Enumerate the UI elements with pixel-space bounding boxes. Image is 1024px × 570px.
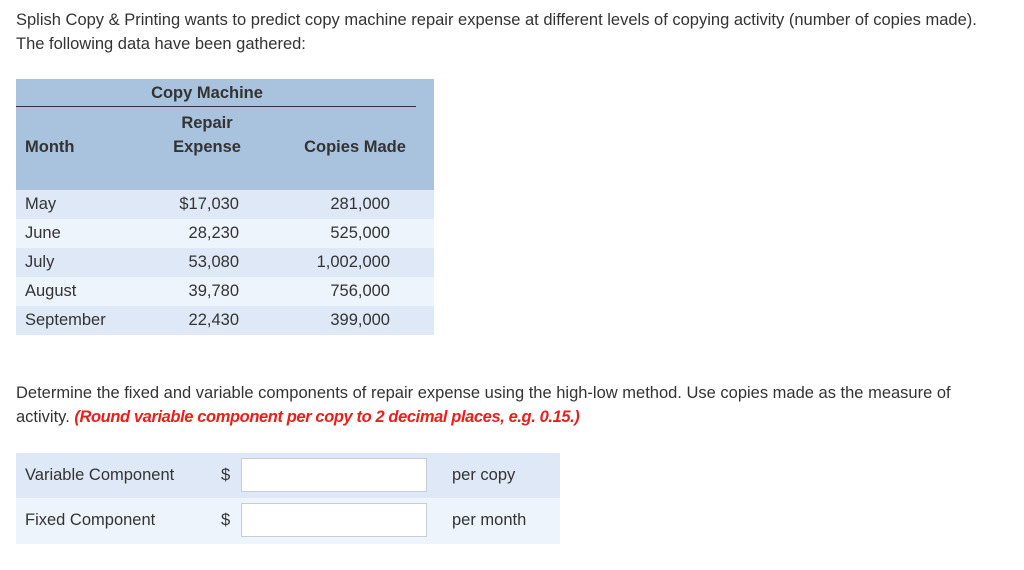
answer-row-variable	[16, 453, 560, 498]
variable-unit-label: per copy	[452, 466, 516, 484]
variable-component-input[interactable]	[241, 458, 427, 492]
cell-expense: 53,080	[188, 253, 239, 271]
cell-copies: 1,002,000	[316, 253, 390, 271]
fixed-unit-label: per month	[452, 511, 527, 529]
cell-copies: 756,000	[330, 282, 390, 300]
cell-month: August	[25, 282, 77, 300]
header-rule	[16, 106, 416, 107]
header-expense-line3: Expense	[173, 138, 241, 156]
dollar-sign: $	[221, 511, 231, 529]
cell-expense: 22,430	[188, 311, 239, 329]
data-table	[16, 79, 434, 335]
cell-copies: 399,000	[330, 311, 390, 329]
variable-component-label: Variable Component	[25, 466, 175, 484]
header-expense	[145, 81, 269, 105]
header-month: Month	[25, 138, 75, 156]
cell-month: May	[25, 195, 57, 213]
cell-month: July	[25, 253, 55, 271]
cell-month: September	[25, 311, 106, 329]
table-header	[16, 79, 434, 190]
question-line-1: Determine the fixed and variable components of repair expense using the high-low method. Use copies made as the measure of	[16, 384, 951, 402]
table-row	[16, 190, 434, 219]
answer-table	[16, 453, 560, 544]
question-line-2	[16, 405, 1016, 429]
question-line-2-text: activity.	[16, 408, 70, 426]
header-copies: Copies Made	[304, 138, 406, 156]
answer-row-fixed	[16, 498, 560, 544]
cell-expense: 28,230	[188, 224, 239, 242]
cell-copies: 281,000	[330, 195, 390, 213]
rounding-hint: (Round variable component per copy to 2 decimal places, e.g. 0.15.)	[74, 408, 580, 426]
header-expense-line2: Repair	[181, 114, 233, 132]
dollar-sign: $	[221, 466, 231, 484]
intro-line-1: Splish Copy & Printing wants to predict copy machine repair expense at different levels of copying activity (number of copies made).	[16, 11, 977, 29]
cell-copies: 525,000	[330, 224, 390, 242]
cell-expense: $17,030	[179, 195, 239, 213]
intro-line-2: The following data have been gathered:	[16, 35, 306, 53]
header-expense-line1: Copy Machine	[151, 84, 263, 102]
problem-intro	[16, 8, 1022, 56]
question-text	[16, 381, 1016, 429]
table-row	[16, 219, 434, 248]
table-row	[16, 248, 434, 277]
table-row	[16, 277, 434, 306]
fixed-component-label: Fixed Component	[25, 511, 156, 529]
table-row	[16, 306, 434, 335]
cell-month: June	[25, 224, 61, 242]
fixed-component-input[interactable]	[241, 503, 427, 537]
cell-expense: 39,780	[188, 282, 239, 300]
